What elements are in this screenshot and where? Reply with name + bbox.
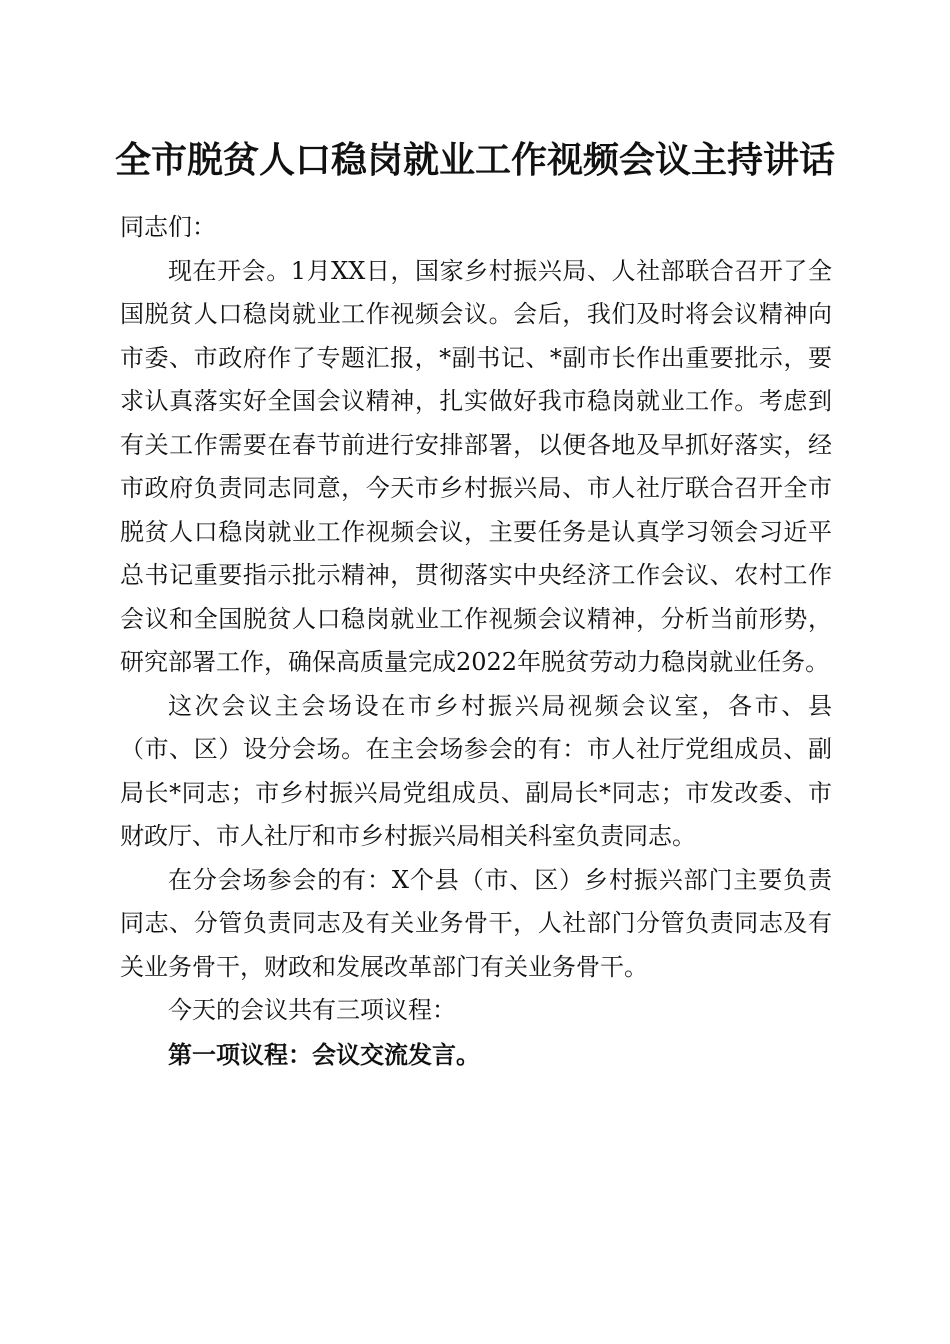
paragraph-main-venue: 这次会议主会场设在市乡村振兴局视频会议室，各市、县（市、区）设分会场。在主会场参会的有：市人社厅党组成员、副局长*同志；市乡村振兴局党组成员、副局长*同志；市发改委、市财政厅、市人社厅和市乡村振兴局相关科室负责同志。	[120, 691, 832, 850]
salutation: 同志们：	[120, 213, 216, 241]
document-title: 全市脱贫人口稳岗就业工作视频会议主持讲话	[114, 139, 835, 181]
paragraph-opening: 现在开会。1月XX日，国家乡村振兴局、人社部联合召开了全国脱贫人口稳岗就业工作视频会议。会后，我们及时将会议精神向市委、市政府作了专题汇报，*副书记、*副市长作出重要批示，要求认真落实好全国会议精神，扎实做好我市稳岗就业工作。考虑到有关工作需要在春节前进行安排部署，以便各地及早抓好落实，经市政府负责同志同意，今天市乡村振兴局、市人社厅联合召开全市脱贫人口稳岗就业工作视频会议，主要任务是认真学习领会习近平总书记重要指示批示精神，贯彻落实中央经济工作会议、农村工作会议和全国脱贫人口稳岗就业工作视频会议精神，分析当前形势，研究部署工作，确保高质量完成2022年脱贫劳动力稳岗就业任务。	[120, 256, 832, 676]
paragraph-agenda-intro: 今天的会议共有三项议程：	[168, 996, 456, 1024]
agenda-item-1: 第一项议程：会议交流发言。	[168, 1039, 480, 1069]
document-body	[120, 206, 832, 1076]
paragraph-sub-venue: 在分会场参会的有：X个县（市、区）乡村振兴部门主要负责同志、分管负责同志及有关业务骨干，人社部门分管负责同志及有关业务骨干，财政和发展改革部门有关业务骨干。	[120, 865, 832, 981]
